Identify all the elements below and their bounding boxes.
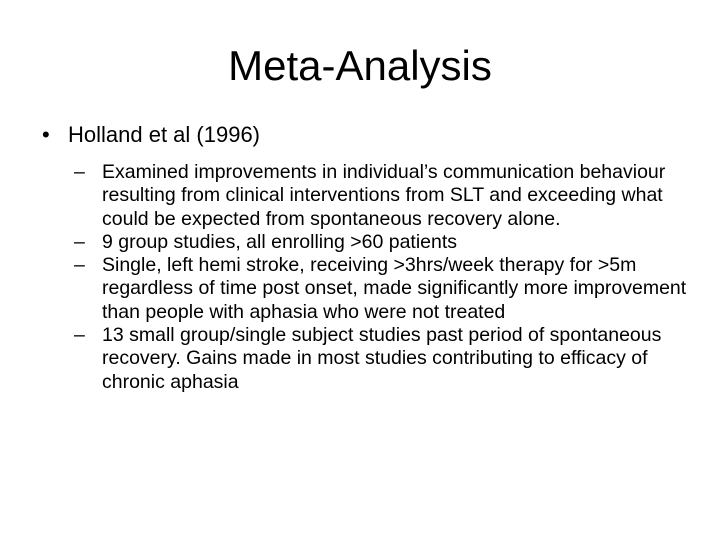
sub-bullet-text: 13 small group/single subject studies past period of spontaneous recovery. Gains made in most studies contributing to efficacy of chronic aphasia — [102, 324, 662, 393]
sub-bullet-item — [74, 161, 694, 231]
sub-bullet-text: 9 group studies, all enrolling >60 patients — [102, 230, 458, 253]
sub-bullet-list — [74, 161, 694, 394]
slide-title: Meta-Analysis — [228, 42, 492, 89]
sub-bullet-item — [74, 254, 694, 324]
dash-marker: – — [74, 324, 85, 347]
sub-bullet-item — [74, 231, 694, 254]
sub-bullet-item — [74, 324, 694, 394]
dash-marker: – — [74, 254, 85, 277]
sub-bullet-text: Examined improvements in individual’s communication behaviour resulting from clinical interventions from SLT and exceeding what could be expected from spontaneous recovery alone. — [102, 161, 666, 230]
dash-marker: – — [74, 230, 85, 253]
main-bullet-text: Holland et al (1996) — [68, 122, 261, 147]
main-bullet-item — [42, 122, 702, 148]
sub-bullet-text: Single, left hemi stroke, receiving >3hrs/week therapy for >5m regardless of time post onset, made significantly more improvement than people with aphasia who were not treated — [102, 254, 687, 323]
bullet-marker: • — [42, 122, 50, 147]
dash-marker: – — [74, 161, 85, 183]
